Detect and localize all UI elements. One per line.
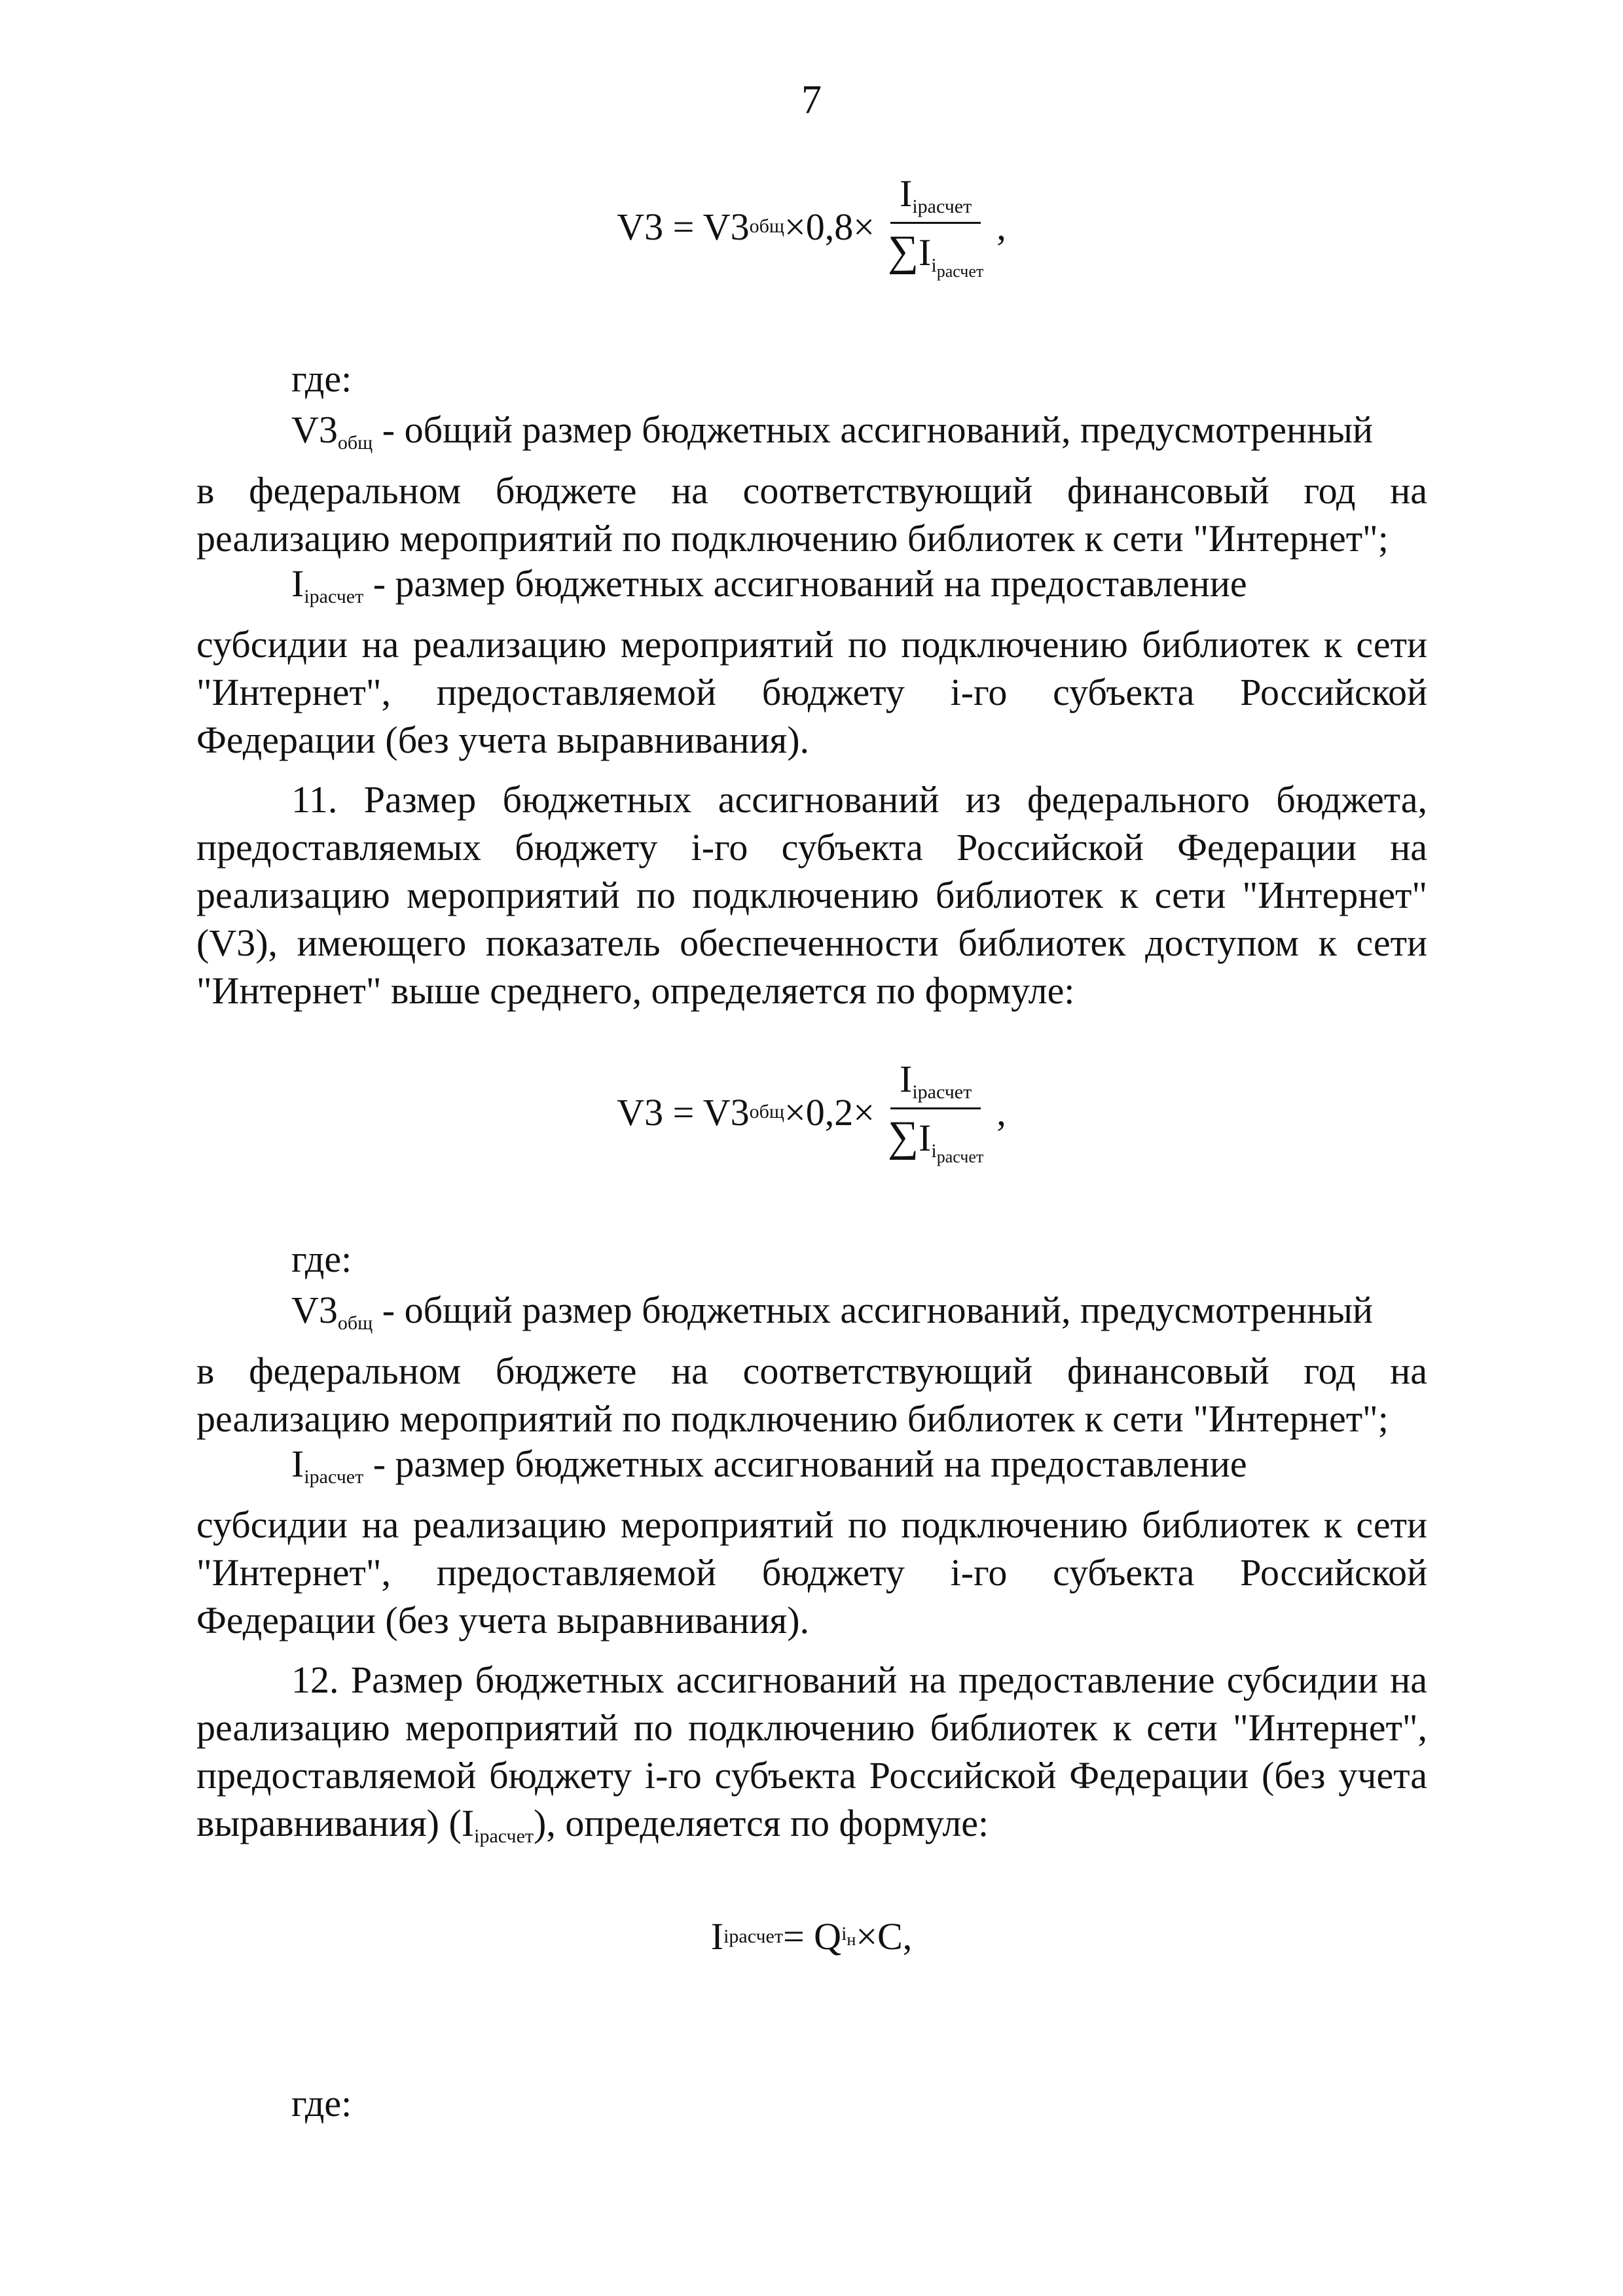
fraction: $\frac{I_{iрасчет}}{\sum I_{i_{расчет}}}$ [887, 172, 984, 281]
paragraph-12: 12. Размер бюджетных ассигнований на предоставление субсидии на реализацию мероприятий по подключению библиотек к сети "Интернет", предоставляемой бюджету i-го субъекта Российской Федерации (без учета выравнивания) $(I_{iрасчет})$, определяется по формуле: [196, 1659, 1427, 1847]
page-number: 7 [801, 78, 822, 122]
gde-label: где: [291, 357, 352, 400]
formula-i-raschet: I iрасчет = Q $i_н$ ×C, [710, 1915, 913, 1958]
formula-v3-02: V3 = V3 общ ×0,2× $\frac{I_{iрасчет}}{\sum I_{i_{расчет}}}$ , [617, 1058, 1006, 1166]
definition-v3-obsh: $V3_{общ}$ - общий размер бюджетных ассигнований, предусмотренный в федеральном бюджете на соответствующий финансовый год на реализацию мероприятий по подключению библиотек к сети "Интернет"; [196, 1289, 1427, 1440]
fraction: $\frac{I_{iрасчет}}{\sum I_{i_{расчет}}}$ [887, 1058, 984, 1166]
gde-label: где: [291, 2082, 352, 2125]
definition-v3-obsh: $V3_{общ}$ - общий размер бюджетных ассигнований, предусмотренный в федеральном бюджете на соответствующий финансовый год на реализацию мероприятий по подключению библиотек к сети "Интернет"; [196, 408, 1427, 560]
definition-i-raschet: $I_{iрасчет}$ - размер бюджетных ассигнований на предоставление субсидии на реализацию мероприятий по подключению библиотек к сети "Интернет", предоставляемой бюджету i-го субъекта Российской Федерации (без учета выравнивания). [196, 562, 1427, 761]
gde-label: где: [291, 1238, 352, 1280]
formula-v3-08: V3 = V3 общ ×0,8× $\frac{I_{iрасчет}}{\sum I_{i_{расчет}}}$ , [617, 172, 1006, 281]
definition-i-raschet: $I_{iрасчет}$ - размер бюджетных ассигнований на предоставление субсидии на реализацию мероприятий по подключению библиотек к сети "Интернет", предоставляемой бюджету i-го субъекта Российской Федерации (без учета выравнивания). [196, 1443, 1427, 1641]
paragraph-11: 11. Размер бюджетных ассигнований из федерального бюджета, предоставляемых бюджету i-го субъекта Российской Федерации на реализацию мероприятий по подключению библиотек к сети "Интернет" (V3), имеющего показатель обеспеченности библиотек доступом к сети "Интернет" выше среднего, определяется по формуле: [196, 778, 1427, 1012]
